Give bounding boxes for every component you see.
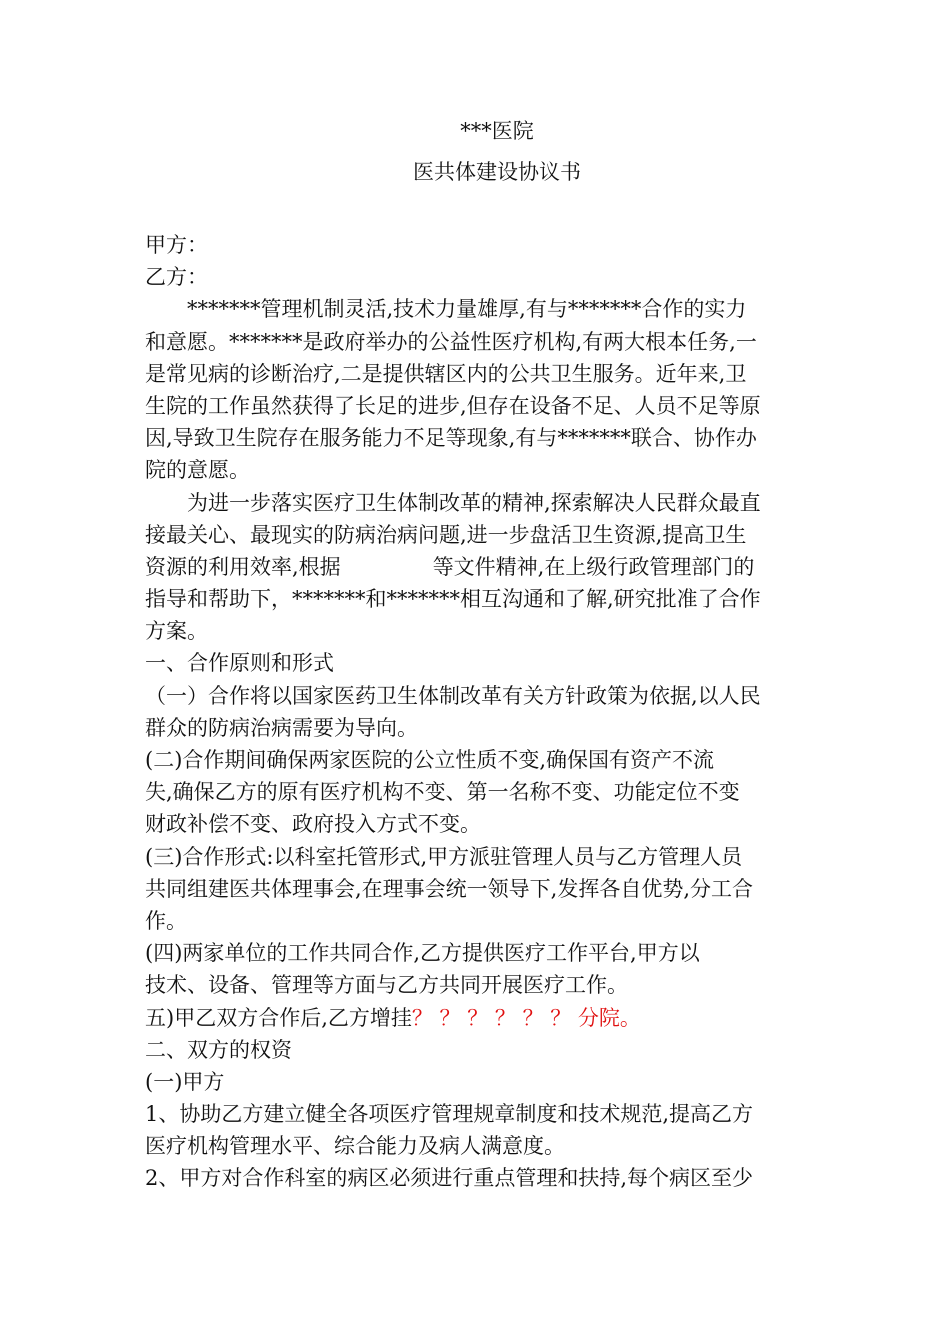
paragraph-line: 接最关心、最现实的防病治病问题,进一步盘活卫生资源,提高卫生 — [145, 522, 747, 547]
paragraph-line: 指导和帮助下，*******和*******相互沟通和了解,研究批准了合作 — [145, 587, 761, 612]
paragraph-line: 是常见病的诊断治疗,二是提供辖区内的公共卫生服务。近年来,卫 — [145, 361, 747, 386]
clause-line: (二)合作期间确保两家医院的公立性质不变,确保国有资产不流 — [145, 748, 715, 772]
document-body — [145, 229, 815, 1195]
subsection-heading: (一)甲方 — [145, 1069, 225, 1094]
party-b-line: 乙方： — [145, 265, 208, 290]
paragraph-line: 为进一步落实医疗卫生体制改革的精神,探索解决人民群众最直 — [187, 490, 761, 515]
paragraph-line: 生院的工作虽然获得了长足的进步,但存在设备不足、人员不足等原 — [145, 393, 761, 418]
paragraph-line: 因,导致卫生院存在服务能力不足等现象,有与*******联合、协作办 — [145, 426, 757, 451]
clause-line: 群众的防病治病需要为导向。 — [145, 715, 418, 740]
hospital-title: ***医院 — [460, 119, 534, 143]
party-a-line: 甲方： — [145, 233, 208, 257]
document-title: 医共体建设协议书 — [413, 160, 581, 184]
paragraph-line: 方案。 — [145, 619, 208, 644]
clause-line: (四)两家单位的工作共同合作,乙方提供医疗工作平台,甲方以 — [145, 941, 700, 966]
section-heading: 一、合作原则和形式 — [145, 651, 334, 676]
paragraph-text: 等文件精神,在上级行政管理部门的 — [432, 554, 755, 579]
paragraph-line-with-blank — [145, 551, 815, 583]
clause-line: 共同组建医共体理事会,在理事会统一领导下,发挥各自优势,分工合 — [145, 876, 754, 901]
paragraph-text: 资源的利用效率,根据 — [145, 554, 341, 579]
clause-line: 财政补偿不变、政府投入方式不变。 — [145, 812, 481, 837]
paragraph-line: *******管理机制灵活,技术力量雄厚,有与*******合作的实力 — [187, 297, 747, 322]
paragraph-line: 和意愿。*******是政府举办的公益性医疗机构,有两大根本任务,一 — [145, 329, 757, 354]
clause-line: 技术、设备、管理等方面与乙方共同开展医疗工作。 — [145, 973, 628, 998]
clause-line: 2、甲方对合作科室的病区必须进行重点管理和扶持,每个病区至少 — [145, 1166, 754, 1191]
paragraph-line: 院的意愿。 — [145, 458, 250, 483]
clause-text: 五)甲乙双方合作后,乙方增挂 — [145, 1005, 412, 1030]
clause-line: 作。 — [145, 908, 187, 933]
section-heading: 二、双方的权资 — [145, 1037, 292, 1062]
clause-line-with-highlight — [145, 1002, 815, 1034]
clause-line: 医疗机构管理水平、综合能力及病人满意度。 — [145, 1134, 565, 1159]
highlighted-branch-name: ？ ？ ？ ？ ？ ？ 分院。 — [411, 1005, 641, 1030]
clause-line: (三)合作形式:以科室托管形式,甲方派驻管理人员与乙方管理人员 — [145, 844, 743, 869]
clause-line: （一）合作将以国家医药卫生体制改革有关方针政策为依据,以人民 — [145, 683, 761, 708]
clause-line: 1、协助乙方建立健全各项医疗管理规章制度和技术规范,提高乙方 — [145, 1102, 754, 1127]
clause-line: 失,确保乙方的原有医疗机构不变、第一名称不变、功能定位不变 — [145, 780, 740, 805]
